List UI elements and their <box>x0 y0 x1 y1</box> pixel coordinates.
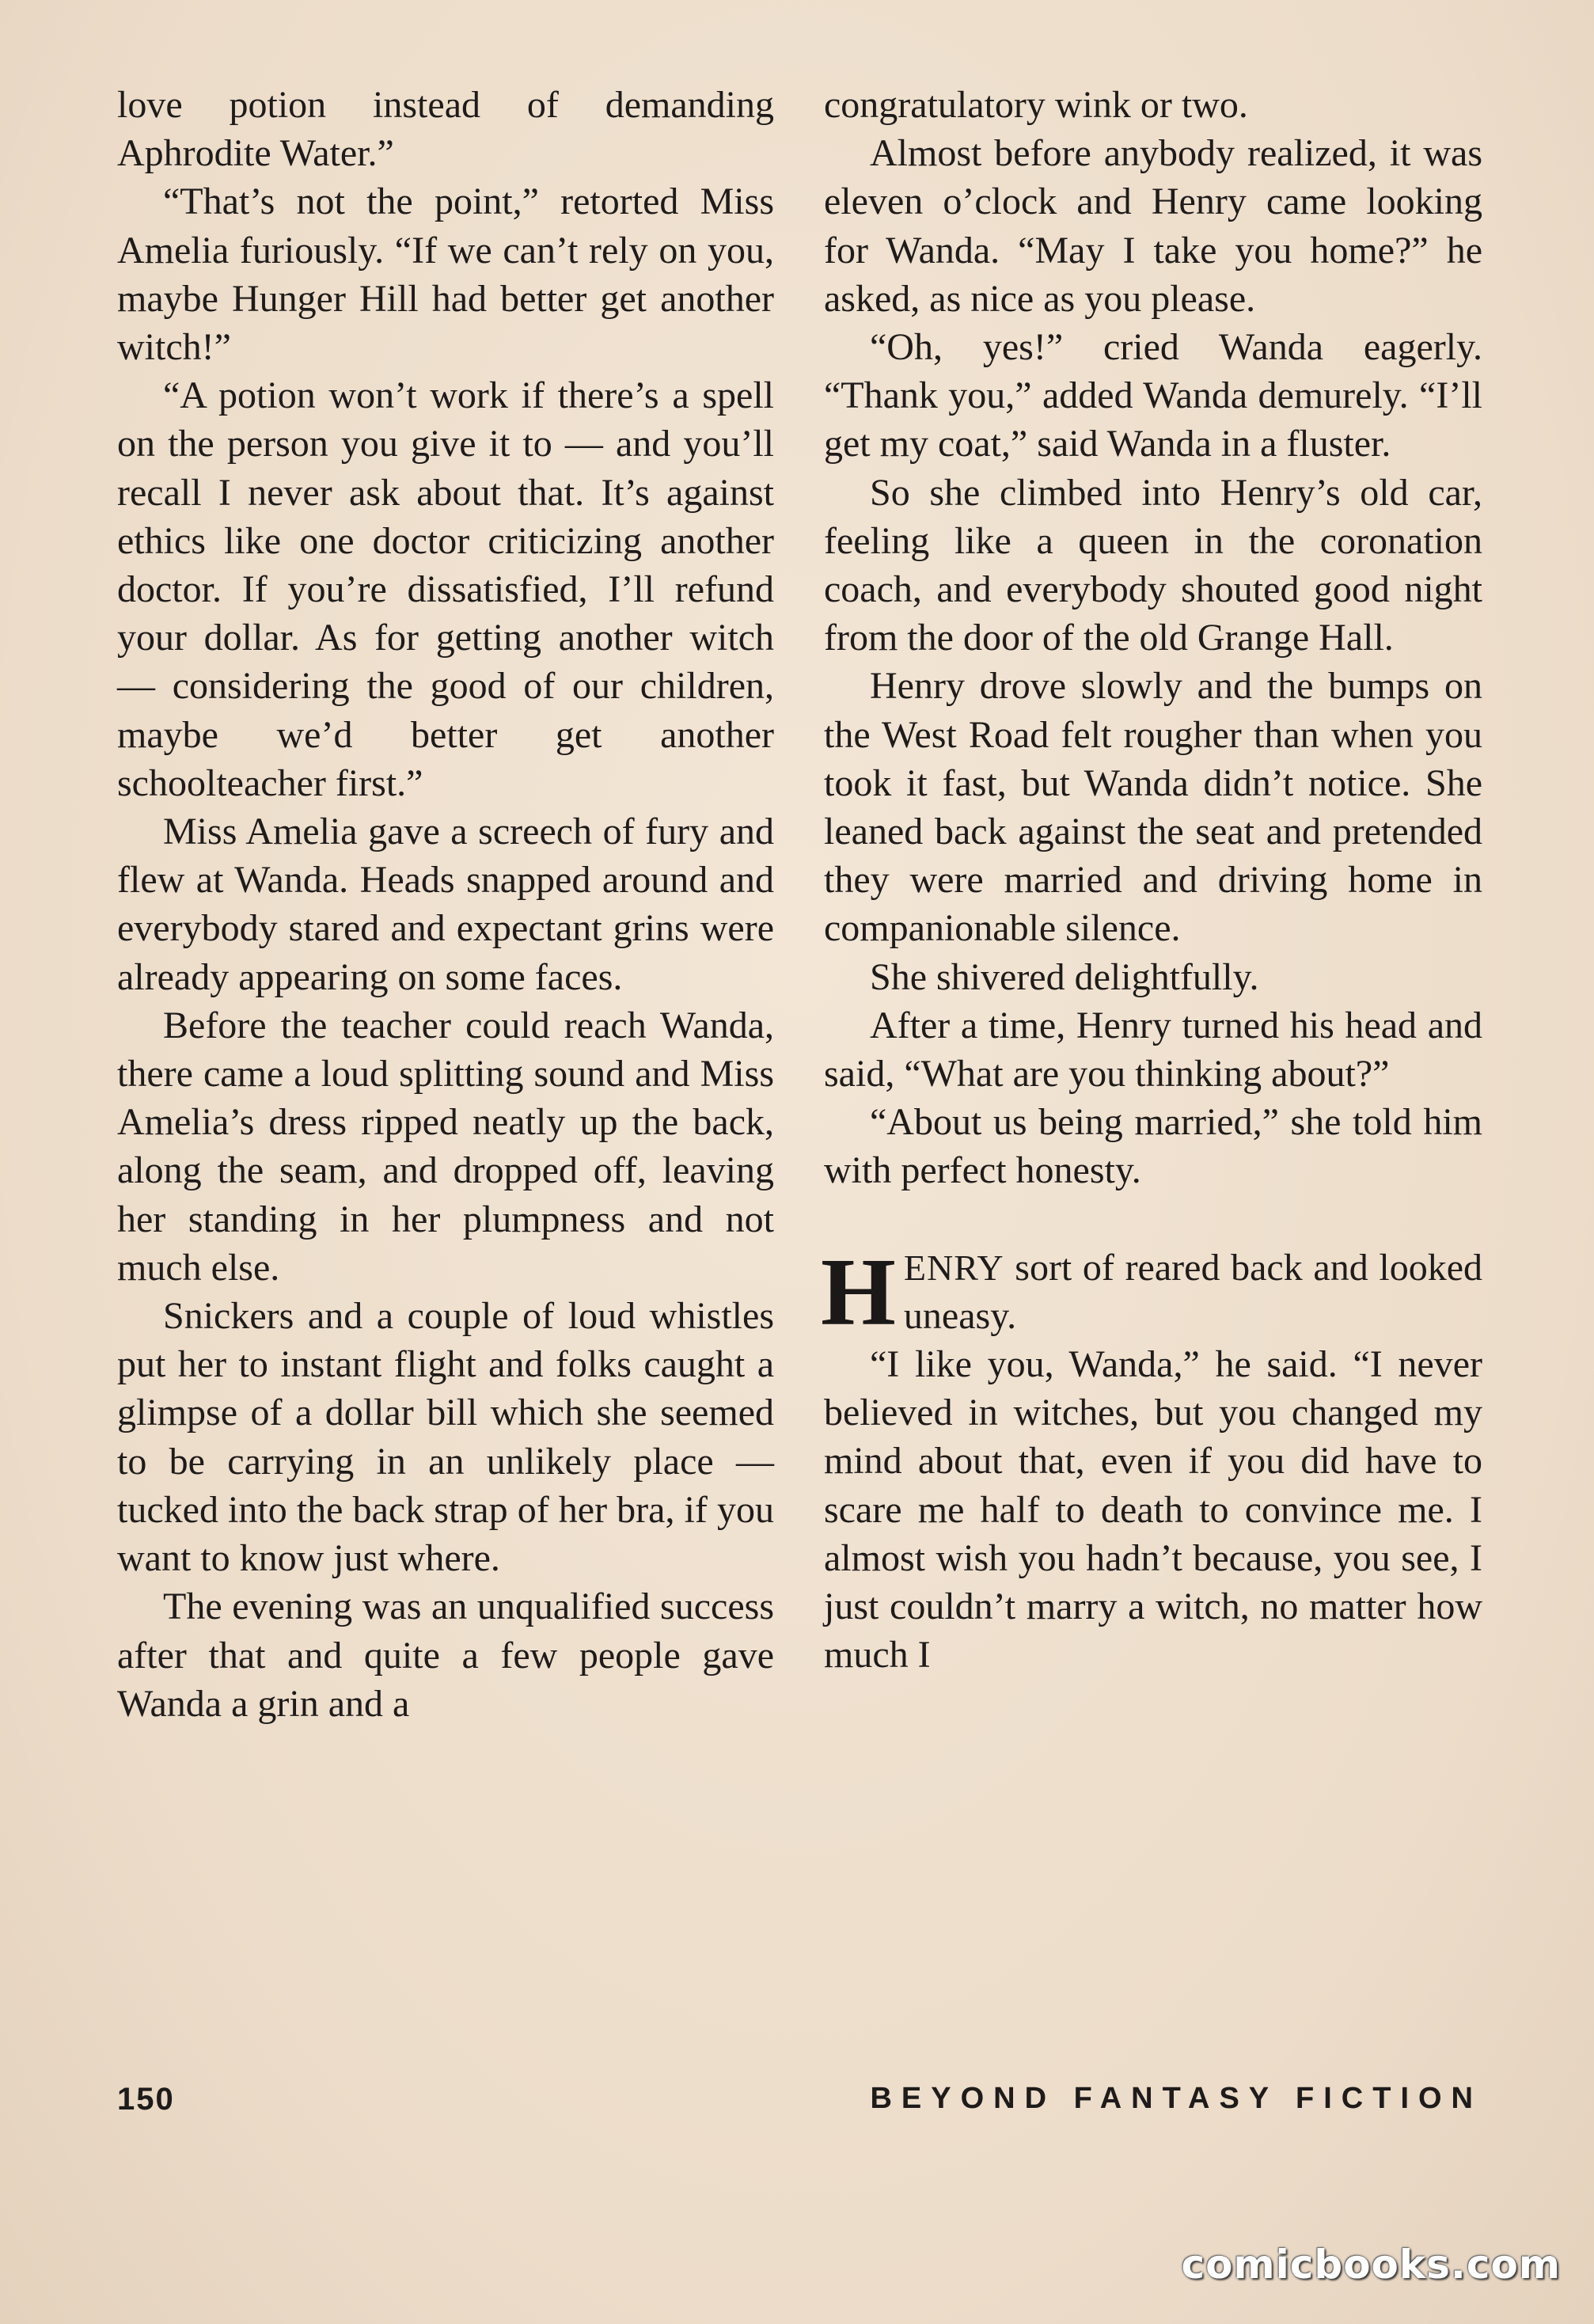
paragraph: The evening was an unqualified success after that and quite a few people gave Wanda a grin and a <box>117 1585 774 1725</box>
paragraph: She shivered delightfully. <box>870 955 1259 998</box>
page-number: 150 <box>117 2082 175 2117</box>
paragraph: Before the teacher could reach Wanda, there came a loud splitting sound and Miss Amelia’s dress ripped neatly up the back, along the seam, and dropped off, leaving her standing in her plumpness and not much else. <box>117 1004 774 1289</box>
lead-text: sort of reared back and looked uneasy. <box>903 1246 1482 1337</box>
drop-cap: H <box>821 1238 896 1346</box>
watermark: comicbooks.com <box>1181 2242 1561 2288</box>
paragraph: “I like you, Wanda,” he said. “I never believed in witches, but you changed my mind about that, even if you did have to scare me half to death to convince me. I almost wish you hadn’t because, you see, I just couldn’t marry a witch, no matter how much I <box>824 1343 1482 1677</box>
paragraph: Snickers and a couple of loud whistles put her to instant flight and folks caught a glimpse of a dollar bill which she seemed to be carrying in an unlikely place — tucked into the back strap of her bra, if you want to know just where. <box>117 1295 774 1580</box>
paragraph: love potion instead of demanding Aphrodite Water.” <box>117 84 774 175</box>
section-opening-paragraph <box>821 1238 1482 1346</box>
paragraph: Almost before anybody realized, it was eleven o’clock and Henry came looking for Wanda. “May I take you home?” he asked, as nice as you please. <box>824 132 1482 320</box>
paragraph: So she climbed into Henry’s old car, feeling like a queen in the coronation coach, and everybody shouted good night from the door of the old Grange Hall. <box>824 471 1482 659</box>
section-break <box>824 1195 1482 1244</box>
paragraph: “A potion won’t work if there’s a spell on the person you give it to — and you’ll recall I never ask about that. It’s against ethics like one doctor criticizing another doctor. If you’re dissatisfied, I’ll refund your dollar. As for getting another witch — considering the good of our children, maybe we’d better get another schoolteacher first.” <box>117 374 774 804</box>
right-column <box>821 81 1482 1680</box>
paragraph: After a time, Henry turned his head and said, “What are you thinking about?” <box>824 1004 1482 1096</box>
left-column <box>117 81 774 1728</box>
paragraph: “That’s not the point,” retorted Miss Amelia furiously. “If we can’t rely on you, maybe Hunger Hill had better get another witch!” <box>117 180 774 369</box>
paragraph: Henry drove slowly and the bumps on the West Road felt rougher than when you took it fast, but Wanda didn’t notice. She leaned back against the seat and pretended they were married and driving home in companionable silence. <box>824 665 1482 950</box>
paragraph: Miss Amelia gave a screech of fury and flew at Wanda. Heads snapped around and everybody stared and expectant grins were already appearing on some faces. <box>117 811 774 998</box>
small-caps-lead: ENRY <box>903 1247 1004 1288</box>
paragraph: “Oh, yes!” cried Wanda eagerly. “Thank you,” added Wanda demurely. “I’ll get my coat,” said Wanda in a fluster. <box>824 326 1482 465</box>
paragraph: “About us being married,” she told him with perfect honesty. <box>824 1101 1482 1192</box>
paragraph: congratulatory wink or two. <box>824 84 1248 126</box>
running-footer-title: BEYOND FANTASY FICTION <box>870 2082 1482 2115</box>
